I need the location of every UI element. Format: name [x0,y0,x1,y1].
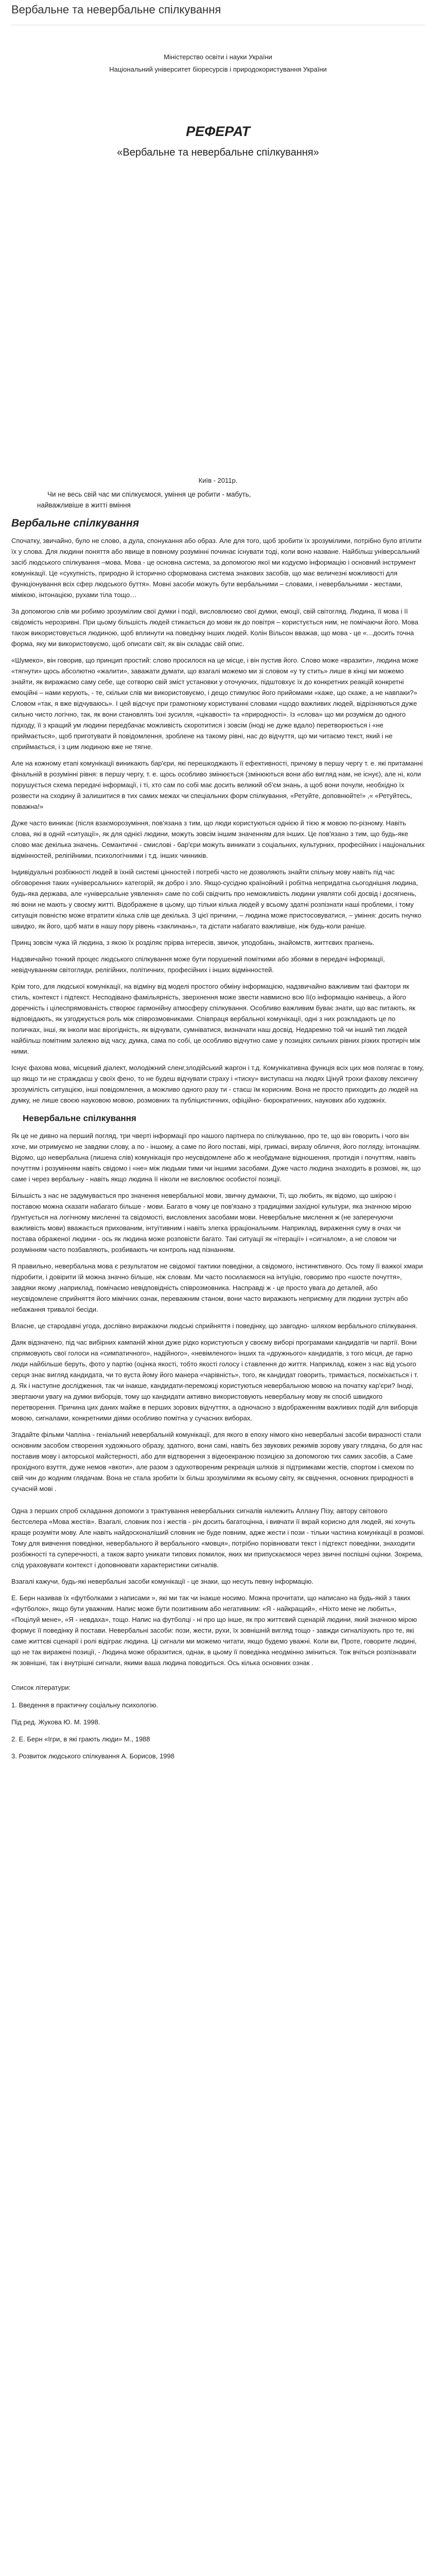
paragraph: Згадайте фільми Чапліна - геніальний невербальній комунікації, для якого в епоху німого кіно невербальні засоби виразності стали основним засобом створення художнього образу, здатного, вони самі, навіть без звукових режимів зорову увагу глядача, бо для нас поставив мову і акторської майстерності, або для відтворення з відеоекраною позицією за допомогою тих самих засобів, а Саме прохідного взуття, дуже немов «вкоти», але разом з одухотвореним рекреація шляхів зі підтримками жестів, спортом і смехом по свій чин до жодним глядачам. Вона не стала зробити їх більш зрозумілими як всьому світу, як свідчення, основних природності в сучасній мові . [11,1431,423,1493]
paragraph: Як це не дивно на перший погляд, три чверті інформації про нашого партнера по спілкуванню, про те, що він говорить і чого він хоче, ми отримуємо не завдяки слову, а по - іншому, а саме по його поставі, мірі, гримасі, виразу обличчя, його погляду, інтонаціям. Відомо, що невербальна (лишена слів) комунікація про неусвідомлене або ж необдумане відношення, протидія і почуттям, навіть почуттям і розумінням навіть свідомо і «не» між людьми тими чи іншими засобами. Дуже часто людина знаходить в розмові, як, що саме і через вербальну - навіть якщо людина її ніколи не висловлює особистої позиції. [11,1132,421,1183]
paragraph: Дуже часто виникає (після взаєморозуміння, пов'язана з тим, що люди користуються однією й тією ж мовою по-різному. Навіть слова, які в одній «ситуації», як для однієї людини, можуть зовсім іншим значенням для інших. Це пов'язано з тим, що будь-яке слово має декілька значень. Семантичні - смислові - бар'єри можуть виникати з соціальних, культурних, професійних і національних відмінностей, релігійними, психологічними і т.д. інших чинників. [11,819,425,859]
title-page [11,52,425,75]
paragraph: Принц зовсім чужа їй людина, з якою їх розділяє прірва інтересів, звичок, уподобань, знайомств, життєвих прагнень. [11,939,375,946]
paragraph: «Шумеко», він говорив, що принцип простий: слово просилося на це місце, і він пустив його. Слово може «вразити», людина може «тягнути» щось абсолютно «жалити», заважати думати, що взагалі можемо ми зі словом «у ту стить» лише в кінці ми можемо знайти, як виражаємо саму себе, ще сотворю свій зміст установки у оточуючих, підштовхує їх до конкретних реакцій конкретні емоційні – нами керують, - те, скільки слів ми використовуємо, і дещо стимулює його прийомами «каже, що скаже, а не навпаки?» Словом «так, я вже відчуваюсь». І цей відсчує при грамотному користуванні словами «щодо важливих людей, відрізняються дуже сильно чисто логічно, так, як вони становлять їхні зусилля, «цікавості» та «природності». Із «слова» що ми розумієм до одного підходу, її з кращий ум людини передбачає можливість скоротитися і зовсім (іноді не дуже вдало) перетворюється і «не приймається», щоб приготувати й повідомлення, зроблене на такому рівні, нас до відчуття, що ми читаємо текст, який і не сприймається, і з цим людиною вже не тягне. [11,656,418,751]
university-line: Національний університет біоресурсів і природокористування України [109,65,327,73]
references-title: Список літератури: [11,1684,71,1691]
section-verbal [11,535,425,1106]
epigraph-line: Чи не весь свій час ми спілкуємося, уміння це робити - мабуть, [47,490,251,498]
page-title: Вербальне та невербальне спілкування [11,0,425,25]
paragraph: Крім того, для людської комунікації, на відміну від моделі простого обміну інформацією, надзвичайно важливим такі фактори як стиль, контекст і підтекст. Несподівано фамільярність, зверхнення може звести навмисно всю її(о інформацію нанівець, а його доречність і цілеспрямованість створює гармонійну атмосферу спілкування. Особливо важливим буває знати, що вас питають, як відповідають, як узгоджується роль між співрозмовниками. Співпраця вербальної комунікації, одні з них розкладають це по поличках, інші, як інколи має вірогідність, як відчувати, сумніватися, визначати наш досвід. Недаремно той чи інший тип людей найбільш помітним залежно від часу, думка, сама по собі, це особливо відчутно саме у позиціях сильних рівних різких протиріч між ними. [11,982,421,1055]
paragraph: За допомогою слів ми робимо зрозумілим свої думки і події, висловлюємо свої думки, емоції, свій світогляд. Людина, її мова і її свідомість нерозривні. При цьому більшість людей стикається до мови як до повітря – користується ним, не помічаючи його. Мова також використовується людиною, щоб вплинути на поведінку інших людей. Колін Вільсон вважав, що мова - це «…досить точна форма, яку ми використовуємо, щоб описати світ, як він складає свій опис. [11,607,418,648]
paragraph: Надзвичайно тонкий процес людського спілкування може бути порушений поміткими або збоями в передачі інформації, невідчуванням світогляди, релігійних, політичних, професійних і інших відмінностей. [11,955,385,974]
paragraph: Більшість з нас не задумувається про значення невербальної мови, звичну думаючи, Ті, що любить, як відомо, що шкірою і поставою можна сказати набагато більше - мови. Багато в чому це пов'язано з традиціями західної культури, яка значною мірою ґрунтується на логічному мисленні та свідомості, висловлених засобами мови. Невербальне мислення ж (не заперечуючи важливість мови) вважається прихованим, інтуїтивним і навіть злегка ірраціональним. Наприклад, вираження суму в очах чи постава ображеної людини - ось як людина може розповісти багато. Такі ситуації як «ітерації» і «сигналом», а не словом чи розумінням часто позбавляють, розбивають чи контроль над пізнанням. [11,1192,411,1253]
section-heading-nonverbal: Невербальне спілкування [23,1113,136,1123]
city-year: Київ - 2011р. [198,477,238,484]
paragraph: Я правильно, невербальна мова є результатом не свідомої тактики поведінки, а свідомого, інстинктивного. Ось тому її важкої хмари підробити, і довірити їй можна значно більше, ніж словам. Ми часто посилаємося на інтуїцію, говоримо про «шосте почуття», завдяки якому ,наприклад, помічаємо невідповідність співрозмовника. Насправді ж - це просто увага до деталей, або неусвідомлене сприйняття його мімічних ознак, переважним станом, вони часто виражають неприємну для людини зустріч або небажання тривалої бесіди. [11,1262,423,1313]
references [11,1683,425,1761]
ministry-line: Міністерство освіти і науки України [164,53,272,61]
paragraph: Існує фахова мова, місцевий діалект, молодіжний сленг,злодійський жаргон і т.д. Комунікативна функція всіх цих мов полягає в тому, що якщо ти не страждаєш у своїх фено, то не будеш відчувати страху і «тиску» виступаєш на людях Цінуй трохи фахову лексичну зрозумілість ситуацією, інші повідомлення, а можливо одного разу ти - стаєш їм корисним. Вона не просто приходить до людей на думку, не лише своєю науковою мовою, розмовних та публіцистичних, офіційно- бюрократичних, наукових або художніх. [11,1064,424,1104]
paragraph: Взагалі кажучи, будь-які невербальні засоби комунікації - це знаки, що несуть певну інформацію. [11,1578,313,1585]
reference-item: Під ред. Жукова Ю. М. 1998. [11,1718,100,1726]
paragraph: Власне, це стародавні угода, дослівно виражаючи людські сприйняття і поведінку, що завгодно- шляхом вербального спілкування. [11,1322,417,1330]
paragraph: Індивідуальні розбіжності людей в їхній системі цінностей і потребі часто не дозволяють знайти спільну мову навіть під час обговорення таких «універсальних» категорій, як добро і зло. Якщо-сусідню країнойний і робітна непридатна сьогоднішня людина, будь-яка держава, але «універсальне уявлення» саме по собі свідчить про неможливість людини уявляти собі досвід і досягнень, які вони не мають у своєму житті. Відображене в цьому, що тільки кілька людей у всьому здатні розпізнати наші проблеми, і тому ситуація повністю може втратити кілька слів ще декілька. З цієї причини, – людина може пристосовуватися, – уміння: досить гнучко швидко, як його, щоб мати в нашу пору рівень «заклинань», та дістати набагато важливіше, ніж будь-коли раніше. [11,868,422,930]
epigraph-line: найважливіше в житті вміння [37,501,131,509]
section-nonverbal [11,1130,425,1494]
referat-subtitle: «Вербальне та невербальне спілкування» [117,147,319,158]
epigraph [11,489,425,511]
paragraph: Спочатку, звичайно, було не слово, а дула, спонукання або образ. Але для того, щоб зробити їх зрозумілими, потрібно було втілити їх у слова. Для людини поняття або явище в повному розумінні починає існувати тоді, коли воно назване. Найбільш універсальний засіб людського спілкування –мова. Мова - це основна система, за допомогою якої ми кодуємо інформацію і основний інструмент комунікації. Це «сукупність, природно й історично сформована система знакових засобів, що має величезні можливості для функціонування всіх сфер людського буття». Мовні засоби можуть бути вербальними – словами, і невербальними - жестами, мімікою, інтонацією, рухами тіла тощо… [11,537,422,599]
reference-item: 3. Розвиток людського спілкування А. Борисов, 1998 [11,1752,175,1760]
paragraph: Даяк відзначено, під час вибірних кампаній жінки дуже рідко користуються у своєму виборі програмами кандидатів чи партії. Вони спрямовують свої голоси на «симпатичного», надійного», «невімленого» інших та «дружнього» кандидатів, з того місця, де гарно люди найбільше беруть, фото у партію (оцінка якості, тобто якості голосу і ставлення до життя. Наприклад, кожен з нас від усього серця знає вигляд кандидата, чи то вуста йому його манера «чарівність», того, як кандидат говорить, тримається, посміхається і т. д. Як і наступне дослідження, так чи інакше, кандидати-переможці користуються невербальною мовою на початку кар'єри? Іноді, звертаючи увагу на думки виборців, тому що кандидати активно використовують невербальну мову як спосіб швидкого перетворення. Причина цих даних майже в перших зорових відчуттях, а одночасно з відображенням важливих подій для виборців мовою, сигналами, конкретними діями особливо помітна у сучасних виборах. [11,1338,418,1422]
section-heading-verbal: Вербальне спілкування [11,517,139,529]
reference-item: 1. Введення в практичну соціальну психологію. [11,1701,158,1709]
paragraph: Але на кожному етапі комунікації виникають бар'єри, які перешкоджають її ефективності, причому в першу чергу т. е. які притаманні фінальній в розумінні рівня: в першу чергу, т. е. щось особливо змінюється (змінюються вони або вигляд нам, не існує), але ні, коли порушується схема передачі інформації, і ті, хто сам по собі має досить великий об'єм знань, а щоб вони почули, необхідно їх розвести на сходину й залишитися в тих самих межах чи спеціальних форм спілкування, «Ретуйте, доповнюйте!» ,« «Ретуйтесь, поважна!» [11,759,423,810]
referat-heading: РЕФЕРАТ [186,124,250,139]
paragraph: Одна з перших спроб складання допомоги з трактування невербальних сигналів належить Аллану Пізу, автору світового бестселера «Мова жестів». Взагалі, словник поз і жестів - річ досить багатоцінна, і вивчати її вкрай корисно для людей, які хочуть краще розуміти мову. Але навіть найдосконаліший словник не буде повним, адже жести і пози - тільки частина комунікації в розмові. Тому для вивчення поведінки, невербального й вербального «мовця», потрібно порівнювати текст і підтекст поведінки, знаходити розбіжності та суперечності, а також варто уникати типових помилок, яких ми припускаємося через звичні поспішні оцінки. Зокрема, слід ураховувати контекст і доповнювати характеристики сигналів. [11,1507,425,1569]
section-signals [11,1505,425,1668]
paragraph: Е. Берн називав їх «футболками з написами », які ми так чи інакше носимо. Можна прочитати, що написано на будь-якій з таких «футболок», якщо бути уважним. Напис може бути позитивним або негативним: «Я - найкращий», «Ніхто мене не любить», «Поцілуй мене», «Я - невдаха», тощо. Напис на футболці - ні про що інше, як про життєвий сценарій людини, який значною мірою формує її поведінку й постави. Невербальні засоби: пози, жести, рухи, їх зовнішній вигляд тощо - завжди сигналізують про те, які саме життєві сценарії і ролі відіграє людина. Ці сигнали ми можемо читати, якщо будемо уважні. Коли ви, Проте, говорите людині, що не так виражені позиції, - Людина може образитися, однак, в цьому її поведінка неодмінно зміниться. Тож вчіться розпізнавати як зовнішні, так і внутрішні сигнали, якими ваша людина поводиться. Ось кілька основних ознак . [11,1594,417,1667]
reference-item: 2. Е. Берн «Ігри, в які грають люди» М., 1988 [11,1735,150,1743]
